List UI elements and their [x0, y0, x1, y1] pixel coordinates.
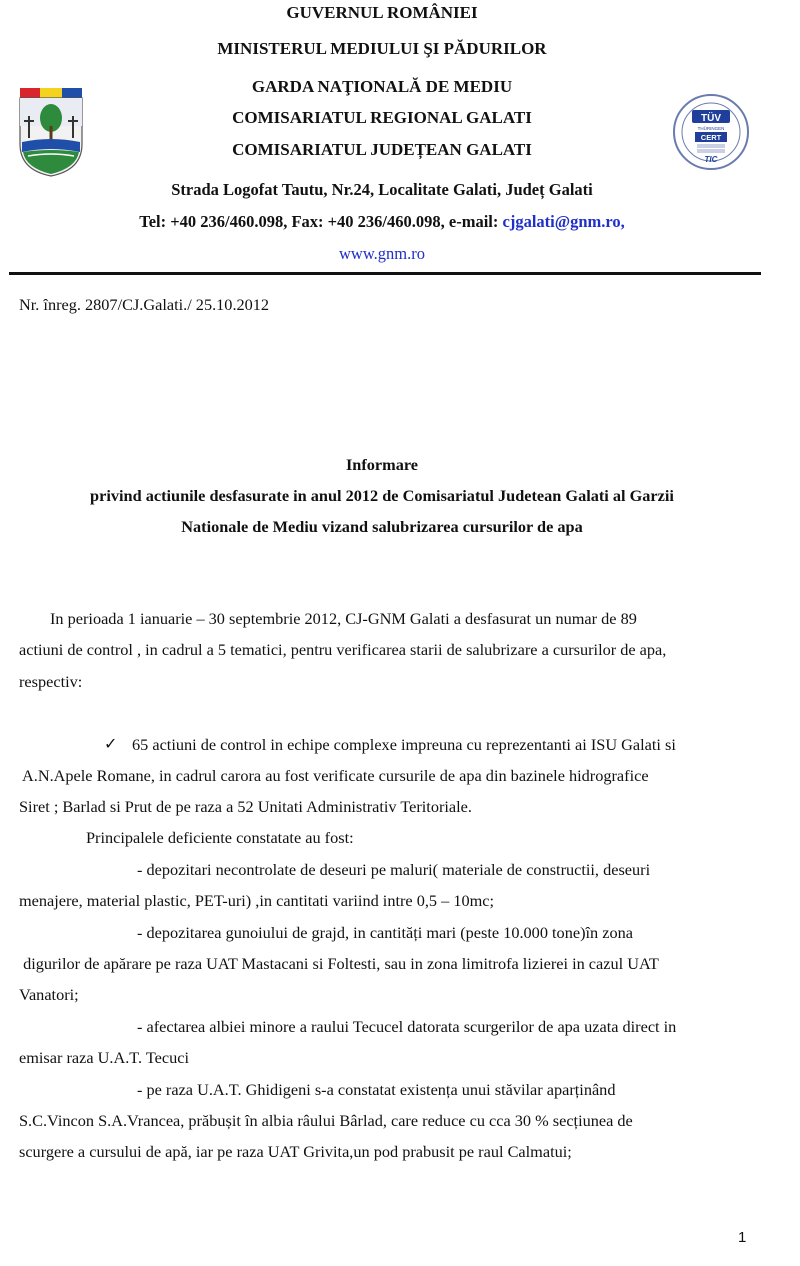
deficiency-item-first-line: - afectarea albiei minore a raului Tecucel datorata scurgerilor de apa uzata direct in: [137, 1017, 677, 1036]
header-contact-phone-fax: Tel: +40 236/460.098, Fax: +40 236/460.098, e-mail:: [139, 212, 503, 231]
check-mark-icon: ✓: [104, 736, 118, 753]
deficiency-item-line: S.C.Vincon S.A.Vrancea, prăbușit în albia râului Bârlad, care reduce cu cca 30 % secțiunea de: [19, 1111, 633, 1130]
intro-line: actiuni de control , in cadrul a 5 tematici, pentru verificarea starii de salubrizare a cursurilor de apa,: [19, 640, 667, 659]
registration-number: Nr. înreg. 2807/CJ.Galati./ 25.10.2012: [19, 295, 270, 314]
header-divider: [9, 272, 761, 275]
deficiency-item-line: digurilor de apărare pe raza UAT Mastacani si Foltesti, sau in zona limitrofa lizierei in cazul UAT: [19, 954, 659, 973]
header-line-guard: GARDA NAŢIONALĂ DE MEDIU: [251, 77, 513, 96]
header-line-government: GUVERNUL ROMÂNIEI: [286, 3, 478, 22]
tuv-certification-badge-icon: [668, 92, 754, 172]
document-subtitle-line-2: Nationale de Mediu vizand salubrizarea cursurilor de apa: [181, 517, 583, 536]
header-address: Strada Logofat Tautu, Nr.24, Localitate Galati, Județ Galati: [171, 180, 593, 199]
page-number: 1: [738, 1229, 747, 1246]
header-email-link[interactable]: cjgalati@gnm.ro,: [502, 212, 625, 231]
check-item-line: A.N.Apele Romane, in cadrul carora au fost verificate cursurile de apa din bazinele hidrografice: [22, 766, 649, 785]
tic-label: TIC: [704, 155, 718, 164]
intro-line: respectiv:: [19, 672, 83, 691]
deficiency-item-first-line: - depozitarea gunoiului de grajd, in cantități mari (peste 10.000 tone)în zona: [137, 923, 633, 942]
deficiency-item-first-line: - depozitari necontrolate de deseuri pe maluri( materiale de constructii, deseuri: [137, 860, 651, 879]
deficiency-item-line: emisar raza U.A.T. Tecuci: [19, 1048, 190, 1067]
deficiency-item-line: Vanatori;: [19, 985, 79, 1004]
deficiencies-heading: Principalele deficiente constatate au fost:: [86, 828, 354, 847]
document-title: Informare: [345, 455, 419, 474]
tuv-thuringen-label: THÜRINGEN: [697, 126, 725, 131]
check-item-line: Siret ; Barlad si Prut de pe raza a 52 Unitati Administrativ Teritoriale.: [19, 797, 472, 816]
deficiency-item-first-line: - pe raza U.A.T. Ghidigeni s-a constatat existența unui stăvilar aparținând: [137, 1080, 616, 1099]
header-website-link[interactable]: www.gnm.ro: [338, 244, 425, 263]
intro-line: In perioada 1 ianuarie – 30 septembrie 2012, CJ-GNM Galati a desfasurat un numar de 89: [50, 609, 637, 628]
header-line-county: COMISARIATUL JUDEȚEAN GALATI: [232, 140, 532, 159]
cert-label: CERT: [700, 133, 722, 142]
deficiency-item-line: menajere, material plastic, PET-uri) ,in cantitati variind intre 0,5 – 10mc;: [19, 891, 495, 910]
deficiency-item-line: scurgere a cursului de apă, iar pe raza UAT Grivita,un pod prabusit pe raul Calmatui;: [19, 1142, 572, 1161]
header-contact: [0, 212, 764, 232]
document-subtitle-line-1: privind actiunile desfasurate in anul 2012 de Comisariatul Judetean Galati al Garzii: [90, 486, 674, 505]
check-item-line: 65 actiuni de control in echipe complexe impreuna cu reprezentanti ai ISU Galati si: [132, 735, 676, 754]
header-line-ministry: MINISTERUL MEDIULUI ŞI PĂDURILOR: [217, 39, 547, 58]
tuv-label: TÜV: [701, 113, 721, 124]
county-coat-of-arms-icon: [16, 86, 86, 178]
header-line-regional: COMISARIATUL REGIONAL GALATI: [232, 108, 532, 127]
